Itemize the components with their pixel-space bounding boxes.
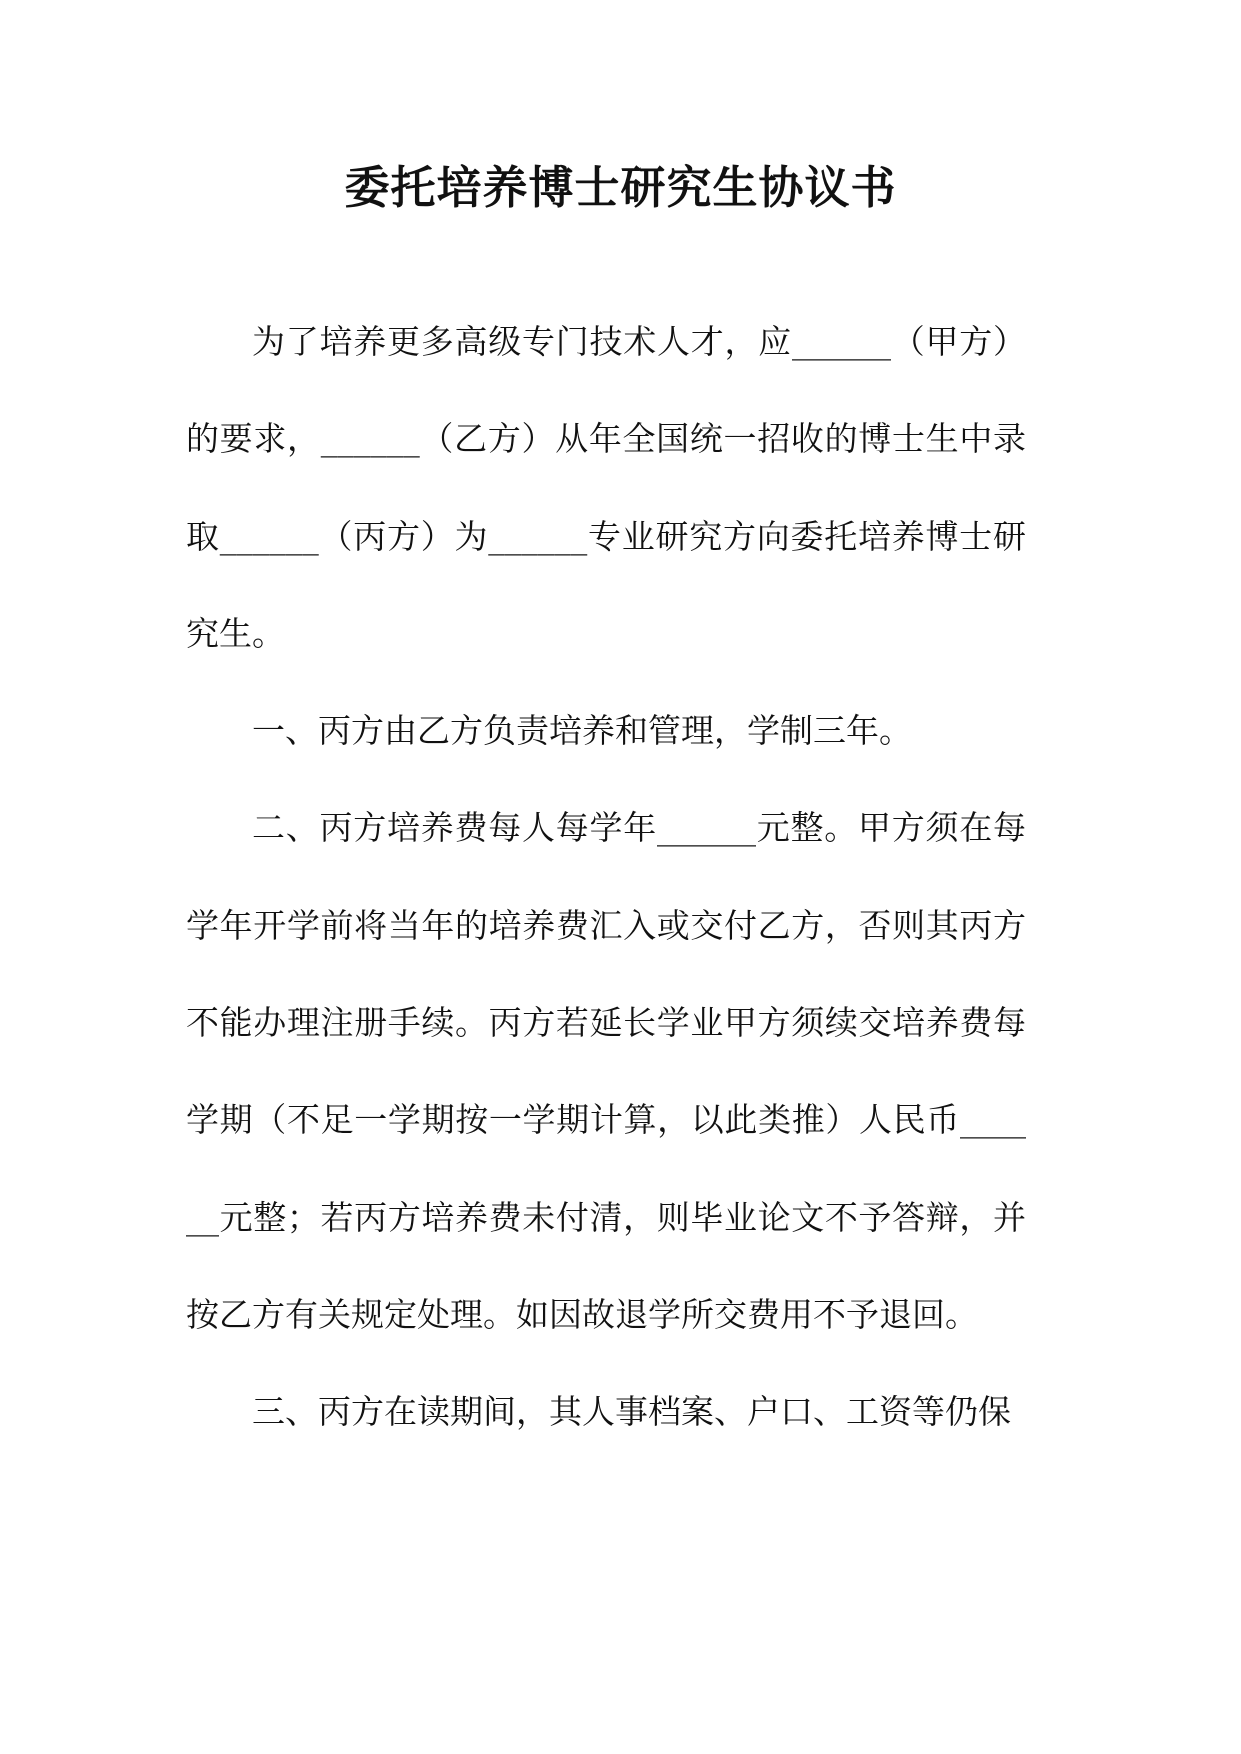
paragraph-clause-2: 二、丙方培养费每人每学年______元整。甲方须在每学年开学前将当年的培养费汇入或交付乙方，否则其丙方不能办理注册手续。丙方若延长学业甲方须续交培养费每学期（不足一学期按一学期计算，以此类推）人民币______元整；若丙方培养费未付清，则毕业论文不予答辩，并按乙方有关规定处理。如因故退学所交费用不予退回。 bbox=[186, 808, 1026, 1334]
paragraph-clause-3: 三、丙方在读期间，其人事档案、户口、工资等仍保 bbox=[252, 1392, 1011, 1432]
paragraph-intro: 为了培养更多高级专门技术人才，应______（甲方）的要求，______（乙方）从年全国统一招收的博士生中录取______（丙方）为______专业研究方向委托培养博士研究生。 bbox=[186, 322, 1026, 653]
document-body bbox=[186, 293, 1026, 1461]
paragraph-clause-1: 一、丙方由乙方负责培养和管理，学制三年。 bbox=[252, 711, 912, 751]
document-title: 委托培养博士研究生协议书 bbox=[344, 161, 897, 214]
